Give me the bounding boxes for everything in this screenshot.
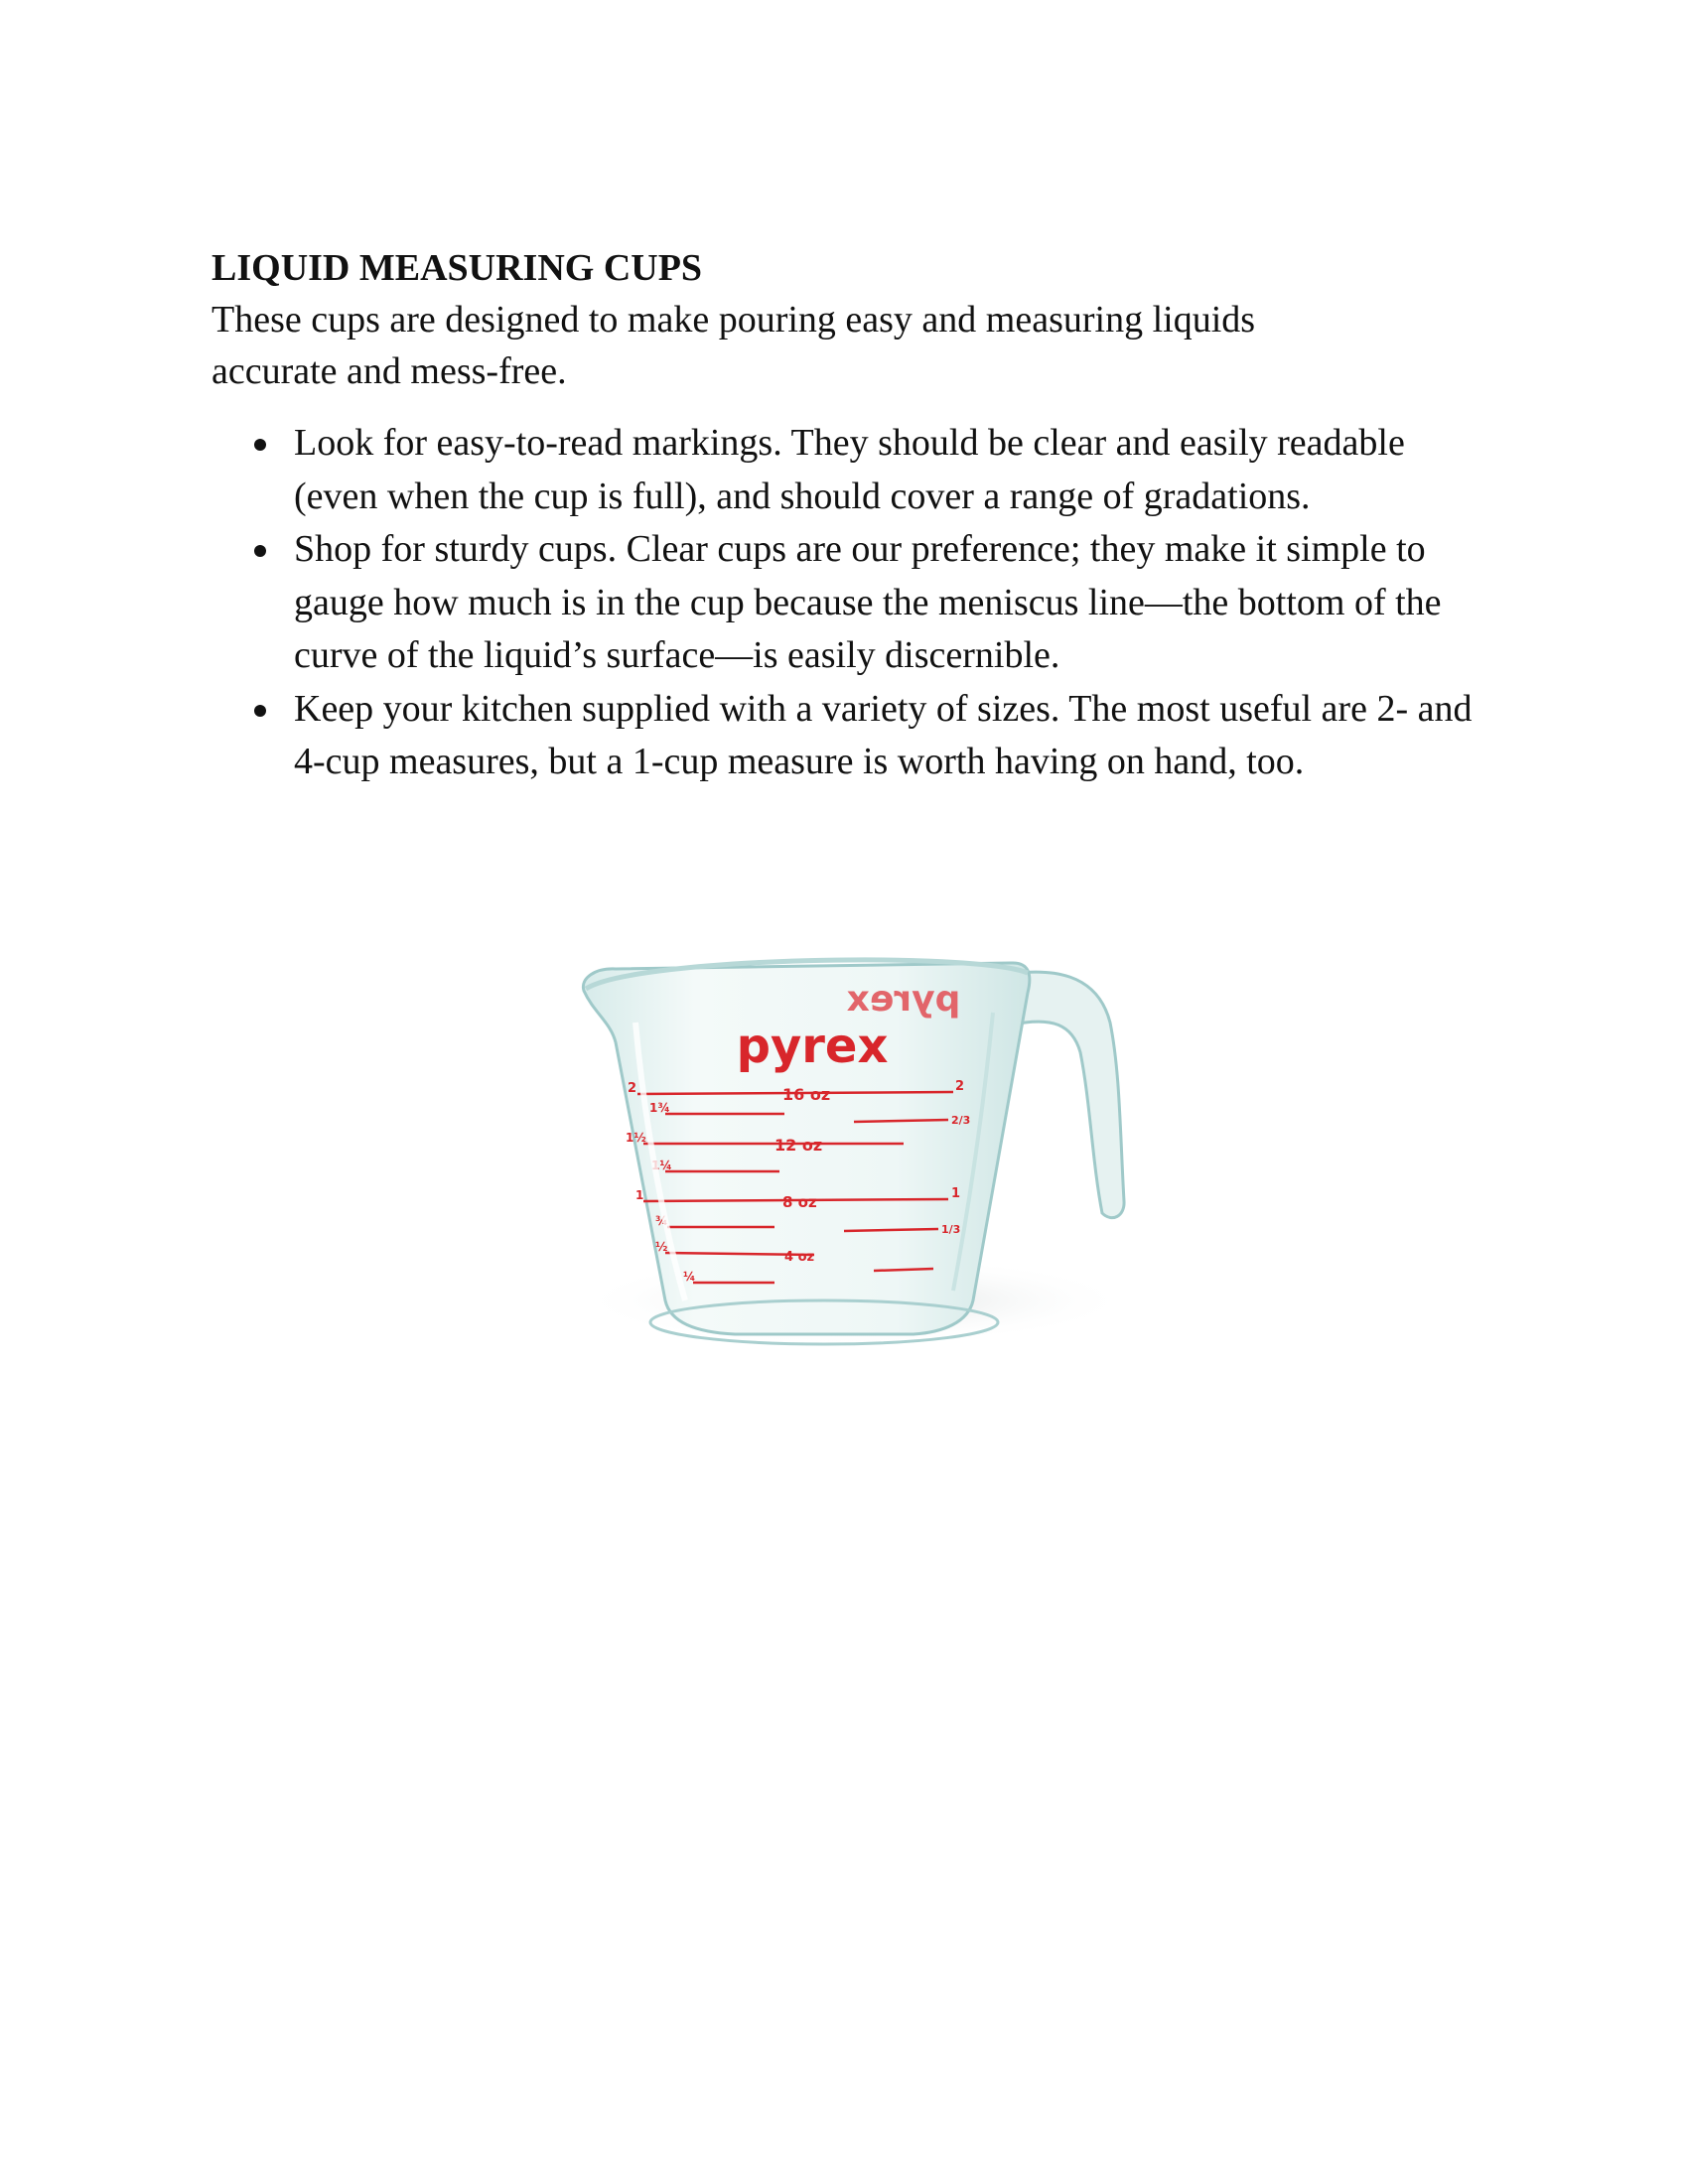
label-1-1-4-cup: 1¼ [651,1159,672,1172]
label-right-2: 2 [955,1079,965,1094]
label-2-cup: 2 [628,1081,637,1096]
label-12-oz: 12 oz [774,1136,823,1155]
intro-paragraph: These cups are designed to make pouring easy and measuring liquids accurate and mess-free. [211,299,1256,392]
bullet-icon [254,439,266,451]
content-block [211,242,1502,789]
measuring-cup-illustration [576,933,1142,1370]
list-item-text: Shop for sturdy cups. Clear cups are our preference; they make it simple to gauge how much is in the cup because the meniscus line—the bottom of the curve of the liquid’s surface—is easily discernible. [294,528,1442,676]
label-1-3-right: 1/3 [941,1223,961,1236]
brand-logo-mirrored: pyrex [846,979,961,1020]
brand-logo: pyrex [736,1019,889,1074]
tips-list [211,417,1502,789]
measuring-cup-photo [576,933,1142,1370]
list-item-text: Keep your kitchen supplied with a variety of sizes. The most useful are 2- and 4-cup measures, but a 1-cup measure is worth having on hand, too. [294,687,1473,782]
label-1-2-cup: ½ [655,1240,668,1254]
label-8-oz: 8 oz [782,1193,817,1211]
label-1-cup: 1 [635,1188,644,1202]
list-item [211,417,1485,523]
bullet-icon [254,705,266,717]
bullet-icon [254,545,266,557]
section-heading: LIQUID MEASURING CUPS [211,247,703,289]
list-item [211,683,1485,789]
label-3-4-cup: ¾ [655,1214,668,1228]
label-1-3-4-cup: 1¾ [649,1101,670,1115]
label-1-4-cup: ¼ [683,1270,696,1284]
label-4-oz: 4 oz [784,1250,815,1265]
label-1-1-2-cup: 1½ [626,1131,646,1145]
list-item-text: Look for easy-to-read markings. They should be clear and easily readable (even when the cup is full), and should cover a range of gradations. [294,422,1405,517]
label-2-3-right: 2/3 [951,1114,971,1127]
label-16-oz: 16 oz [782,1085,831,1104]
label-right-1: 1 [951,1186,961,1201]
list-item [211,523,1485,683]
